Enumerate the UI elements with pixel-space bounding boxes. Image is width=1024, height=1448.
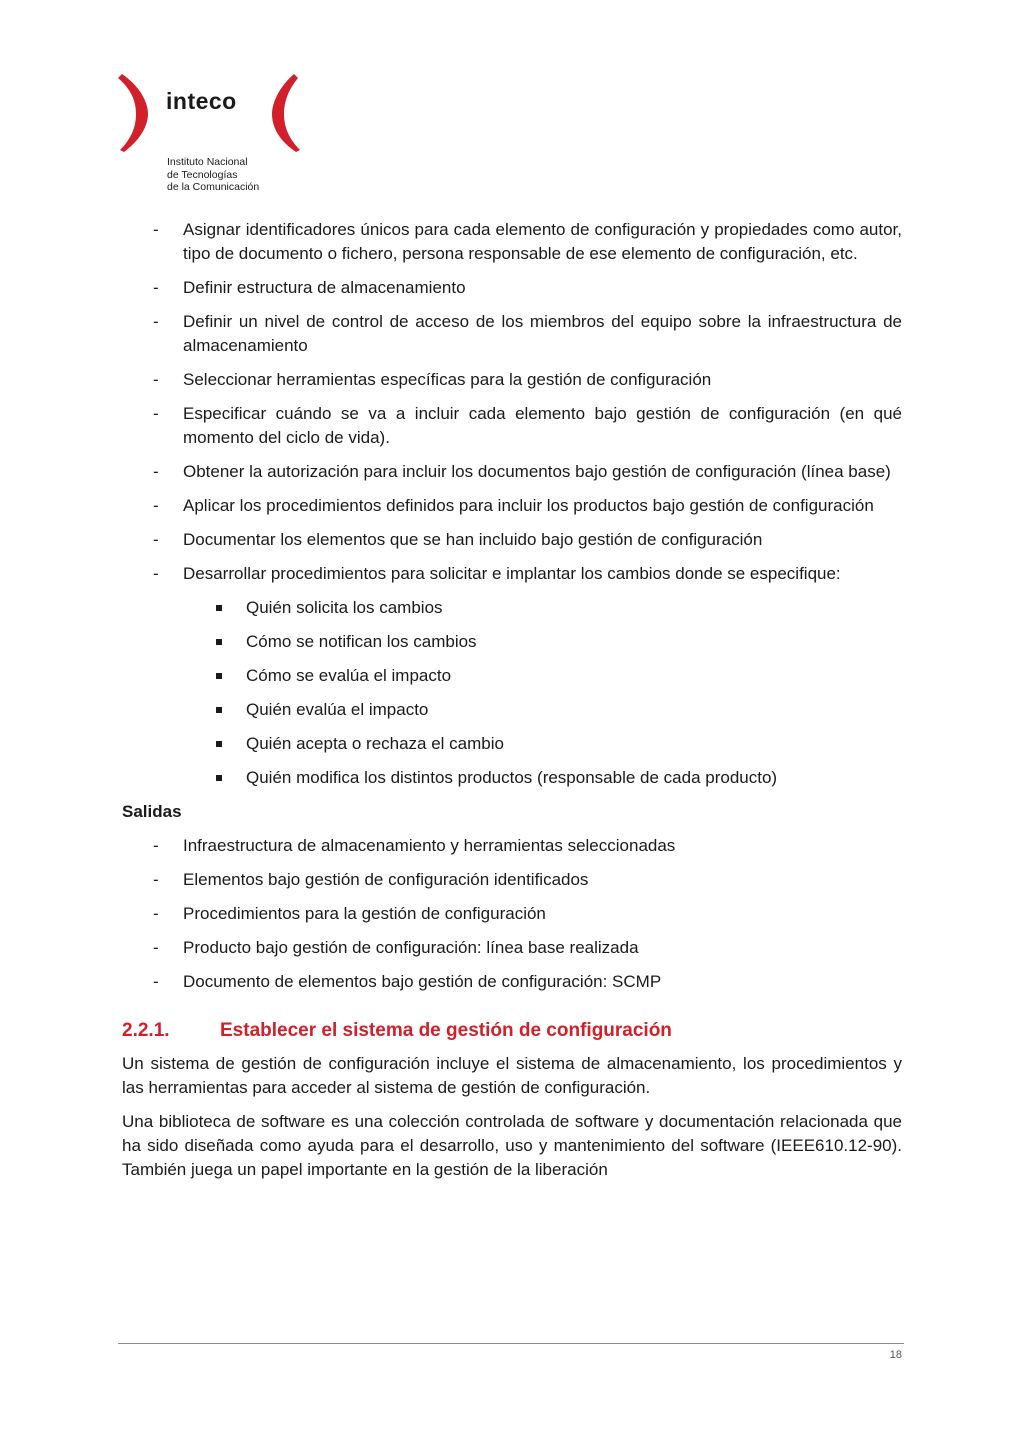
paragraph: Una biblioteca de software es una colección controlada de software y documentación relacionada que ha sido diseñada como ayuda para el desarrollo, uso y mantenimiento del software (IEEE610.12-90). También juega un papel importante en la gestión de la liberación <box>122 1112 902 1179</box>
dash-marker: - <box>153 496 159 515</box>
list-item-text: Seleccionar herramientas específicas para la gestión de configuración <box>183 370 712 389</box>
sublist-item-text: Quién evalúa el impacto <box>246 700 429 719</box>
section-number: 2.2.1. <box>122 1020 170 1041</box>
sublist-item <box>122 596 902 620</box>
square-bullet-icon <box>216 673 222 679</box>
list-item <box>122 460 902 484</box>
list-item <box>122 902 902 926</box>
footer-divider <box>118 1343 904 1344</box>
list-item-text: Infraestructura de almacenamiento y herramientas seleccionadas <box>183 836 676 855</box>
list-item <box>122 402 902 450</box>
dash-marker: - <box>153 870 159 889</box>
dash-marker: - <box>153 530 159 549</box>
square-bullet-icon <box>216 639 222 645</box>
logo-subtitle-line: de la Comunicación <box>167 181 260 193</box>
sublist-item <box>122 698 902 722</box>
section-heading <box>122 1018 902 1044</box>
page-number: 18 <box>889 1349 902 1361</box>
list-item-text: Documentar los elementos que se han incluido bajo gestión de configuración <box>183 530 763 549</box>
list-item <box>122 368 902 392</box>
sublist-item <box>122 766 902 790</box>
square-bullet-icon <box>216 707 222 713</box>
logo-subtitle <box>167 156 259 194</box>
list-item-text: Definir un nivel de control de acceso de los miembros del equipo sobre la infraestructura de almacenamiento <box>183 312 902 355</box>
dash-marker: - <box>153 564 159 583</box>
list-item <box>122 834 902 858</box>
list-item-text: Especificar cuándo se va a incluir cada elemento bajo gestión de configuración (en qué momento del ciclo de vida). <box>183 404 902 447</box>
square-bullet-icon <box>216 775 222 781</box>
square-bullet-icon <box>216 741 222 747</box>
dash-marker: - <box>153 972 159 991</box>
logo-subtitle-line: Instituto Nacional <box>167 156 248 168</box>
dash-marker: - <box>153 904 159 923</box>
section-title: Establecer el sistema de gestión de configuración <box>220 1020 672 1041</box>
sublist-item <box>122 732 902 756</box>
sublist-item <box>122 630 902 654</box>
list-item <box>122 970 902 994</box>
logo-brackets-icon <box>118 70 318 160</box>
salidas-heading: Salidas <box>122 802 182 821</box>
list-item-text: Desarrollar procedimientos para solicitar e implantar los cambios donde se especifique: <box>183 564 841 583</box>
list-item <box>122 562 902 586</box>
logo-wordmark: inteco <box>166 88 237 114</box>
sublist-item-text: Quién modifica los distintos productos (responsable de cada producto) <box>246 768 778 787</box>
dash-marker: - <box>153 312 159 331</box>
dash-marker: - <box>153 938 159 957</box>
list-item-text: Obtener la autorización para incluir los documentos bajo gestión de configuración (línea base) <box>183 462 891 481</box>
square-bullet-icon <box>216 605 222 611</box>
list-item <box>122 276 902 300</box>
sublist-item <box>122 664 902 688</box>
list-item-text: Asignar identificadores únicos para cada elemento de configuración y propiedades como autor, tipo de documento o fichero, persona responsable de ese elemento de configuración, etc. <box>183 220 902 263</box>
list-item-text: Elementos bajo gestión de configuración identificados <box>183 870 589 889</box>
list-item-text: Aplicar los procedimientos definidos para incluir los productos bajo gestión de configuración <box>183 496 874 515</box>
dash-marker: - <box>153 220 159 239</box>
dash-marker: - <box>153 278 159 297</box>
sublist-item-text: Quién solicita los cambios <box>246 598 443 617</box>
dash-marker: - <box>153 462 159 481</box>
list-item <box>122 936 902 960</box>
dash-marker: - <box>153 836 159 855</box>
list-item-text: Documento de elementos bajo gestión de configuración: SCMP <box>183 972 662 991</box>
list-item-text: Definir estructura de almacenamiento <box>183 278 466 297</box>
inteco-logo <box>118 70 318 200</box>
list-item <box>122 868 902 892</box>
sublist-item-text: Cómo se notifican los cambios <box>246 632 477 651</box>
list-item-text: Producto bajo gestión de configuración: línea base realizada <box>183 938 639 957</box>
sublist-item-text: Cómo se evalúa el impacto <box>246 666 452 685</box>
list-item <box>122 494 902 518</box>
list-item <box>122 310 902 358</box>
dash-marker: - <box>153 370 159 389</box>
paragraph: Un sistema de gestión de configuración incluye el sistema de almacenamiento, los procedimientos y las herramientas para acceder al sistema de gestión de configuración. <box>122 1054 902 1097</box>
sublist-item-text: Quién acepta o rechaza el cambio <box>246 734 504 753</box>
list-item-text: Procedimientos para la gestión de configuración <box>183 904 546 923</box>
dash-marker: - <box>153 404 159 423</box>
logo-subtitle-line: de Tecnologías <box>167 168 238 181</box>
list-item <box>122 218 902 266</box>
list-item <box>122 528 902 552</box>
document-body <box>122 218 902 1192</box>
